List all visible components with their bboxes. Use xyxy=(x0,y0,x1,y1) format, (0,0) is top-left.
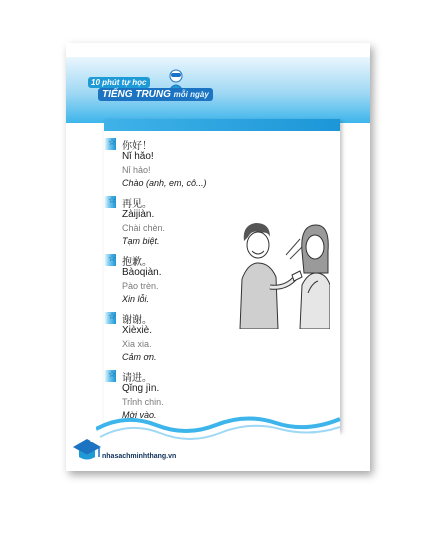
phrase-reading: Nỉ hảo! xyxy=(122,165,151,175)
star-icon: ☆ xyxy=(108,195,117,205)
phrase-hanzi: 谢谢。 xyxy=(122,315,152,326)
phrase-meaning: Mời vào. xyxy=(122,410,157,420)
phrase-reading: Pào trèn. xyxy=(122,281,159,291)
phrase-reading: Trỉnh chin. xyxy=(122,397,164,407)
book-page xyxy=(66,43,370,471)
phrase-hanzi: 抱歉。 xyxy=(122,257,152,268)
star-tab xyxy=(104,138,116,150)
phrase-pinyin: Bàoqiàn. xyxy=(122,267,162,278)
logo-title-line1: 10 phút tự học xyxy=(88,77,150,88)
page-footer xyxy=(72,437,272,467)
phrase-meaning: Chào (anh, em, cô...) xyxy=(122,178,207,188)
phrase-hanzi: 请进。 xyxy=(122,373,152,384)
phrase-meaning: Xin lỗi. xyxy=(122,294,150,304)
logo-title-line2 xyxy=(98,88,213,101)
star-icon: ☆ xyxy=(108,253,117,263)
logo-main-text: TIẾNG TRUNG xyxy=(102,89,171,100)
phrase-meaning: Cảm ơn. xyxy=(122,352,157,362)
card-header-bar xyxy=(104,119,340,131)
star-tab xyxy=(104,196,116,208)
phrase-hanzi: 再见。 xyxy=(122,199,152,210)
phrase-reading: Xia xia. xyxy=(122,339,152,349)
page-number: 10 xyxy=(90,437,98,444)
phrase-meaning: Tạm biệt. xyxy=(122,236,160,246)
phrase-reading: Chài chèn. xyxy=(122,223,166,233)
star-icon: ☆ xyxy=(108,137,117,147)
website-label: nhasachminhthang.vn xyxy=(102,453,177,460)
phrase-pinyin: Xièxiè. xyxy=(122,325,153,336)
star-icon: ☆ xyxy=(108,311,117,321)
phrase-pinyin: Qǐng jìn. xyxy=(122,383,160,394)
phrase-card xyxy=(104,119,340,431)
series-logo xyxy=(88,77,238,117)
star-tab xyxy=(104,254,116,266)
phrase-pinyin: Zàijiàn. xyxy=(122,209,155,220)
star-tab xyxy=(104,370,116,382)
phrase-hanzi: 你好！ xyxy=(122,141,152,152)
phrase-pinyin: Nǐ hǎo! xyxy=(122,151,154,162)
logo-sub-text: mỗi ngày xyxy=(173,90,209,99)
greeting-illustration xyxy=(230,211,330,329)
star-icon: ☆ xyxy=(108,369,117,379)
star-tab xyxy=(104,312,116,324)
